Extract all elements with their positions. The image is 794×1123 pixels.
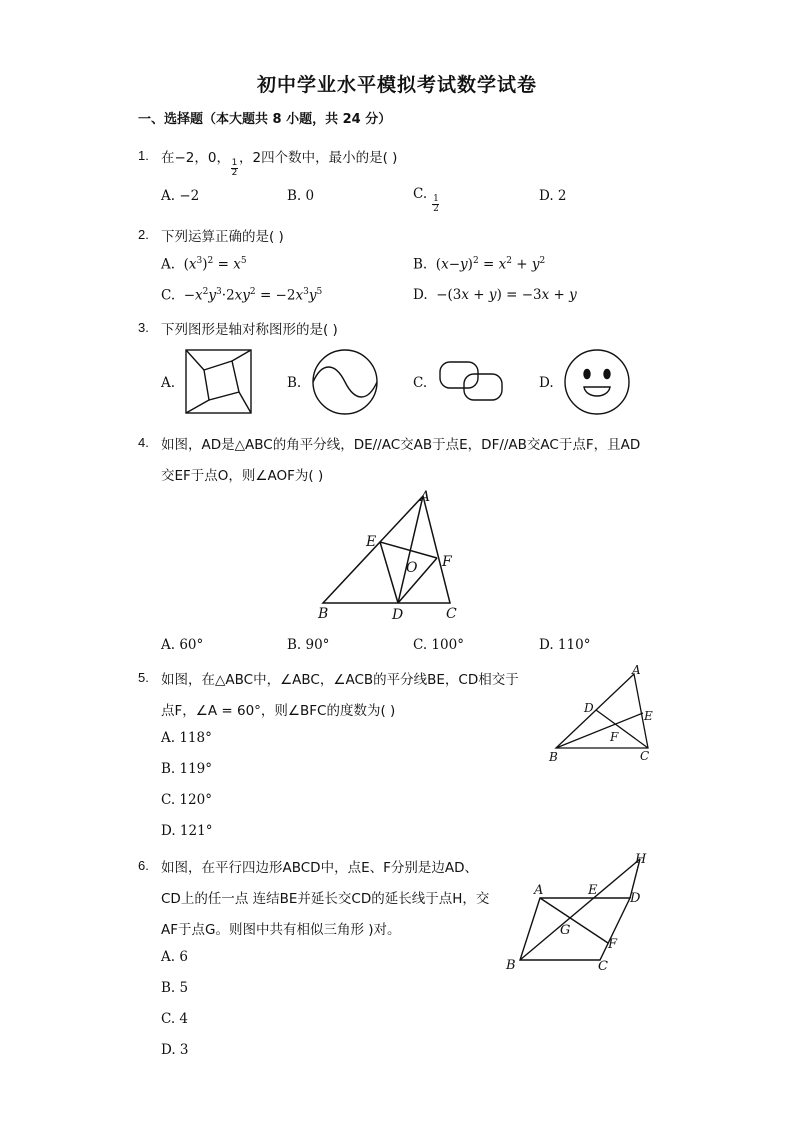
fig6-label-a: A — [534, 883, 544, 898]
fig5-label-f: F — [610, 730, 619, 744]
q6-option-c[interactable]: C. 4 — [161, 1011, 189, 1027]
q2-option-b[interactable]: B. $(x-y)^2 = x^2 + y^2$ — [413, 256, 546, 273]
q3-option-a[interactable]: A. — [161, 375, 176, 391]
question-4-stem-line2: 交EF于点O，则∠AOF为( ) — [161, 468, 324, 484]
q1-option-b[interactable]: B. 0 — [287, 188, 315, 204]
fig6-label-e: E — [588, 883, 598, 898]
q1-option-d[interactable]: D. 2 — [539, 188, 567, 204]
fig4-label-a: A — [420, 489, 431, 505]
q1-option-a[interactable]: A. −2 — [161, 188, 200, 204]
smiley-face-figure — [562, 347, 632, 417]
fig4-label-o: O — [406, 560, 418, 576]
fig4-label-e: E — [366, 534, 377, 550]
q3-option-b[interactable]: B. — [287, 375, 302, 391]
question-6-stem-line3: AF于点G。则图中共有相似三角形 )对。 — [161, 922, 401, 938]
question-4-stem-line1: 如图，AD是△ABC的角平分线，DE//AC交AB于点E，DF//AB交AC于点F，且AD — [161, 437, 641, 453]
question-1-number: 1. — [138, 148, 149, 163]
q5-option-d[interactable]: D. 121° — [161, 823, 213, 839]
q4-option-b[interactable]: B. 90° — [287, 637, 330, 653]
q5-option-a[interactable]: A. 118° — [161, 730, 212, 746]
question-6-stem-line1: 如图，在平行四边形ABCD中，点E、F分别是边AD、 — [161, 860, 479, 876]
fig5-label-c: C — [640, 749, 650, 763]
page-title: 初中学业水平模拟考试数学试卷 — [256, 74, 537, 96]
question-2-stem: 下列运算正确的是( ) — [161, 229, 284, 245]
question-5-stem-line1: 如图，在△ABC中，∠ABC，∠ACB的平分线BE，CD相交于 — [161, 672, 519, 688]
question-6-number: 6. — [138, 858, 149, 873]
question-4-number: 4. — [138, 435, 149, 450]
fig4-label-d: D — [392, 607, 404, 622]
q4-option-d[interactable]: D. 110° — [539, 637, 591, 653]
question-1-stem: 在−2，0， $\frac{1}{2}$ ，2四个数中，最小的是( ) — [161, 150, 398, 178]
q5-option-c[interactable]: C. 120° — [161, 792, 212, 808]
fig4-label-f: F — [442, 554, 452, 570]
question-5-stem-line2: 点F，∠A = 60°，则∠BFC的度数为( ) — [161, 703, 396, 719]
yin-yang-circle-figure — [310, 347, 380, 417]
fig6-label-f: F — [608, 937, 618, 952]
fig5-label-e: E — [644, 709, 653, 723]
fraction-half: $\frac{1}{2}$ — [231, 158, 238, 178]
q2-option-d[interactable]: D. −(3x + y) = −3x + y — [413, 287, 577, 303]
pinwheel-square-figure — [184, 348, 254, 416]
question-3-stem: 下列图形是轴对称图形的是( ) — [161, 322, 338, 338]
q3-option-c[interactable]: C. — [413, 375, 428, 391]
q2-option-c[interactable]: C. $-x^2y^3\cdot 2xy^2 = -2x^3y^5$ — [161, 287, 323, 304]
fig5-label-d: D — [584, 701, 594, 715]
q4-option-c[interactable]: C. 100° — [413, 637, 464, 653]
q2-option-a[interactable]: A. $(x^3)^2 = x^5$ — [161, 256, 247, 273]
fig6-label-h: H — [635, 852, 647, 867]
chain-links-figure — [436, 358, 508, 406]
q6-option-b[interactable]: B. 5 — [161, 980, 189, 996]
question-5-number: 5. — [138, 670, 149, 685]
fig5-label-a: A — [632, 663, 641, 677]
q1-option-c[interactable]: C. $\frac{1}{2}$ — [413, 186, 439, 214]
question-3-number: 3. — [138, 320, 149, 335]
q6-option-d[interactable]: D. 3 — [161, 1042, 189, 1058]
fig6-label-b: B — [506, 958, 516, 973]
fig6-label-d: D — [630, 891, 641, 906]
fig4-label-c: C — [446, 606, 457, 622]
triangle-angle-bisector-figure — [310, 488, 470, 622]
q4-option-a[interactable]: A. 60° — [161, 637, 204, 653]
fig5-label-b: B — [549, 750, 558, 764]
fig6-label-g: G — [560, 923, 571, 938]
q3-option-d[interactable]: D. — [539, 375, 554, 391]
question-6-stem-line2: CD上的任一点 连结BE并延长交CD的延长线于点H，交 — [161, 891, 490, 907]
fig6-label-c: C — [598, 959, 608, 974]
question-2-number: 2. — [138, 227, 149, 242]
q6-option-a[interactable]: A. 6 — [161, 949, 188, 965]
fig4-label-b: B — [318, 606, 329, 622]
section-heading: 一、选择题（本大题共 8 小题，共 24 分） — [138, 112, 392, 127]
parallelogram-figure — [502, 848, 652, 976]
q5-option-b[interactable]: B. 119° — [161, 761, 213, 777]
triangle-bisectors-figure — [544, 660, 664, 766]
